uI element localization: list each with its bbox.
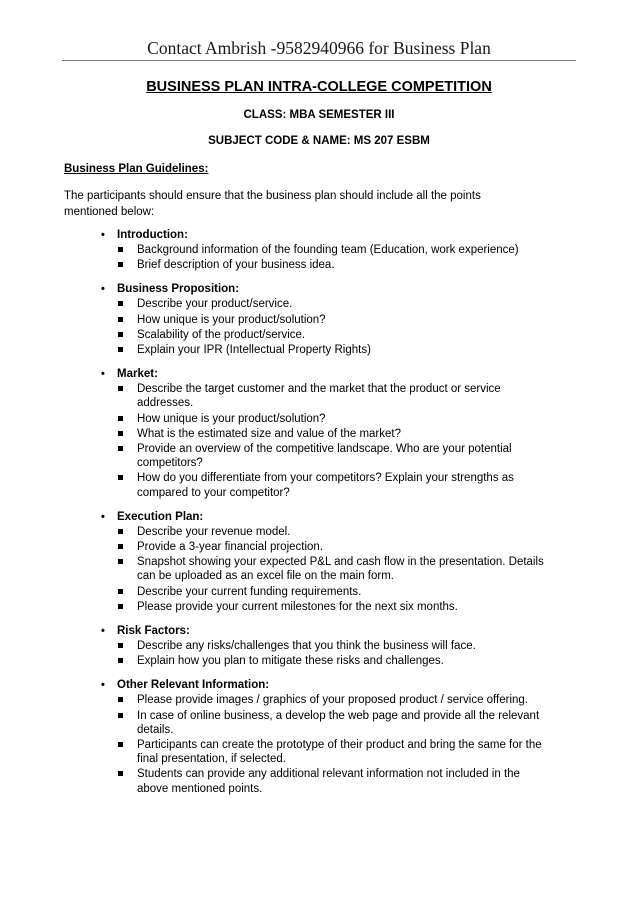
section-heading-text: Market:	[117, 368, 158, 381]
section	[64, 509, 574, 614]
list-item	[64, 555, 574, 583]
list-item-text: Background information of the founding team (Education, work experience)	[137, 244, 519, 256]
class-line: CLASS: MBA SEMESTER III	[243, 109, 395, 121]
section-item-list	[64, 243, 574, 272]
list-item	[64, 427, 574, 441]
section	[64, 366, 574, 500]
square-bullet-icon	[118, 604, 123, 609]
section-item-list	[64, 693, 574, 795]
section-heading	[64, 366, 574, 382]
list-item-text: Students can provide any additional relevant information not included in the above mentioned points.	[137, 768, 520, 795]
square-bullet-icon	[118, 475, 123, 480]
list-item-text: Provide a 3-year financial projection.	[137, 541, 324, 554]
list-item	[64, 243, 574, 257]
section-heading	[64, 623, 574, 639]
list-item-text: Snapshot showing your expected P&L and cash flow in the presentation. Details can be uploaded as an excel file on the main form.	[137, 556, 544, 583]
list-item	[64, 767, 574, 795]
list-item	[64, 540, 574, 554]
square-bullet-icon	[118, 386, 123, 391]
section-heading-text: Introduction:	[117, 229, 188, 241]
square-bullet-icon	[118, 658, 123, 663]
square-bullet-icon	[118, 742, 123, 747]
list-item	[64, 525, 574, 539]
document-title: BUSINESS PLAN INTRA-COLLEGE COMPETITION	[146, 79, 492, 95]
section-heading-text: Other Relevant Information:	[117, 679, 270, 692]
list-item-text: How do you differentiate from your competitors? Explain your strengths as compared to your competitor?	[137, 472, 514, 499]
list-item	[64, 654, 574, 668]
list-item-text: Explain how you plan to mitigate these risks and challenges.	[137, 655, 444, 668]
section	[64, 677, 574, 795]
list-item-text: Please provide images / graphics of your proposed product / service offering.	[137, 694, 528, 707]
square-bullet-icon	[118, 317, 123, 322]
list-item-text: In case of online business, a develop the web page and provide all the relevant details.	[137, 709, 540, 736]
header-divider	[62, 60, 576, 61]
section	[64, 281, 574, 357]
section-heading	[64, 677, 574, 693]
list-item	[64, 693, 574, 707]
square-bullet-icon	[118, 431, 123, 436]
list-item-text: Describe any risks/challenges that you think the business will face.	[137, 640, 476, 653]
square-bullet-icon	[118, 713, 123, 718]
bullet-icon: •	[101, 229, 105, 241]
bullet-icon: •	[101, 679, 105, 692]
square-bullet-icon	[118, 697, 123, 702]
bullet-icon: •	[101, 368, 105, 381]
list-item-text: Describe your product/service.	[137, 298, 293, 311]
list-item	[64, 442, 574, 470]
section	[64, 227, 574, 272]
section-item-list	[64, 382, 574, 500]
section-heading-text: Business Proposition:	[117, 283, 240, 296]
list-item	[64, 382, 574, 410]
list-item	[64, 328, 574, 342]
intro-paragraph: The participants should ensure that the business plan should include all the points mentioned below:	[64, 190, 481, 218]
list-item	[64, 297, 574, 311]
list-item-text: What is the estimated size and value of the market?	[137, 427, 401, 440]
list-item-text: Describe the target customer and the market that the product or service addresses.	[137, 383, 501, 410]
guidelines-heading: Business Plan Guidelines:	[64, 163, 209, 175]
bullet-icon: •	[101, 625, 105, 638]
square-bullet-icon	[118, 262, 123, 267]
square-bullet-icon	[118, 301, 123, 306]
list-item	[64, 585, 574, 599]
square-bullet-icon	[118, 416, 123, 421]
list-item-text: Scalability of the product/service.	[137, 328, 306, 341]
square-bullet-icon	[118, 544, 123, 549]
list-item	[64, 313, 574, 327]
square-bullet-icon	[118, 559, 123, 564]
list-item	[64, 471, 574, 499]
section-item-list	[64, 639, 574, 668]
list-item-text: How unique is your product/solution?	[137, 313, 326, 326]
section-heading	[64, 509, 574, 525]
square-bullet-icon	[118, 446, 123, 451]
list-item	[64, 738, 574, 766]
square-bullet-icon	[118, 589, 123, 594]
section-item-list	[64, 525, 574, 614]
list-item	[64, 709, 574, 737]
subject-line: SUBJECT CODE & NAME: MS 207 ESBM	[208, 135, 430, 147]
page-header: Contact Ambrish -9582940966 for Business Plan	[147, 38, 491, 58]
square-bullet-icon	[118, 643, 123, 648]
section-heading-text: Execution Plan:	[117, 510, 204, 523]
square-bullet-icon	[118, 529, 123, 534]
list-item-text: Explain your IPR (Intellectual Property Rights)	[137, 344, 371, 357]
list-item-text: Brief description of your business idea.	[137, 259, 335, 272]
list-item-text: Participants can create the prototype of their product and bring the same for the final presentation, if selected.	[137, 739, 542, 766]
section-item-list	[64, 297, 574, 357]
list-item	[64, 600, 574, 614]
list-item-text: Describe your current funding requirements.	[137, 585, 362, 598]
guideline-sections	[64, 227, 574, 805]
section-heading-text: Risk Factors:	[117, 625, 190, 638]
square-bullet-icon	[118, 771, 123, 776]
list-item	[64, 258, 574, 272]
square-bullet-icon	[118, 247, 123, 252]
list-item	[64, 343, 574, 357]
section-heading	[64, 281, 574, 297]
list-item	[64, 639, 574, 653]
section-heading	[64, 227, 574, 243]
square-bullet-icon	[118, 347, 123, 352]
list-item	[64, 412, 574, 426]
bullet-icon: •	[101, 510, 105, 523]
list-item-text: Describe your revenue model.	[137, 525, 291, 538]
list-item-text: Provide an overview of the competitive landscape. Who are your potential competitors?	[137, 443, 512, 470]
list-item-text: Please provide your current milestones for the next six months.	[137, 600, 458, 613]
section	[64, 623, 574, 668]
list-item-text: How unique is your product/solution?	[137, 412, 326, 425]
square-bullet-icon	[118, 332, 123, 337]
bullet-icon: •	[101, 283, 105, 296]
